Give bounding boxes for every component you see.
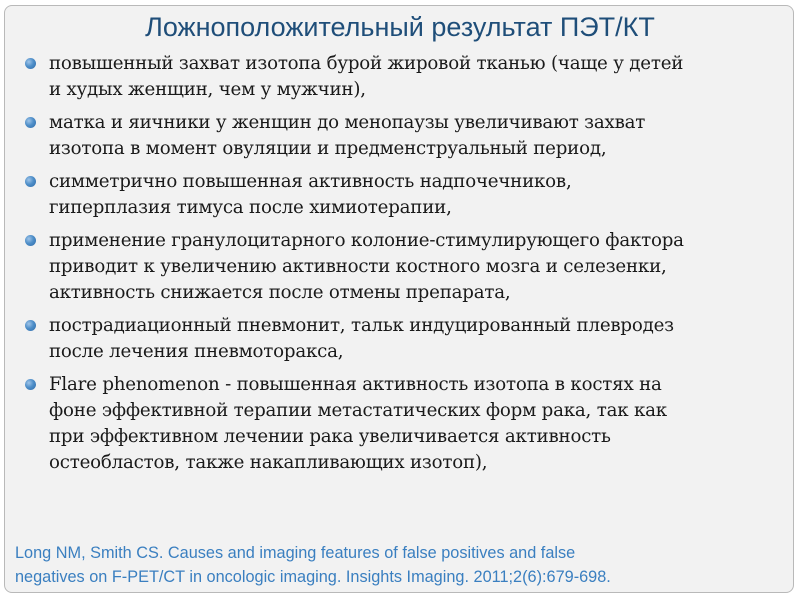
bullet-line: повышенный захват изотопа бурой жировой тканью (чаще у детей <box>49 53 684 74</box>
bullet-icon <box>25 379 36 390</box>
bullet-line: гиперплазия тимуса после химиотерапии, <box>49 197 452 218</box>
slide-title: Ложноположительный результат ПЭТ/КТ <box>145 12 655 42</box>
list-item <box>19 110 789 162</box>
bullet-line: пострадиационный пневмонит, тальк индуцированный плевродез <box>49 315 674 336</box>
citation-line: negatives on F-PET/CT in oncologic imaging. Insights Imaging. 2011;2(6):679-698. <box>15 568 611 586</box>
list-item <box>19 372 789 476</box>
bullet-line: Flare phenomenon - повышенная активность изотопа в костях на <box>49 374 662 395</box>
bullet-icon <box>25 320 36 331</box>
slide-frame <box>4 5 794 593</box>
bullet-icon <box>25 117 36 128</box>
list-item <box>19 313 789 365</box>
bullet-line: и худых женщин, чем у мужчин), <box>49 79 366 100</box>
list-item <box>19 228 789 306</box>
bullet-line: при эффективном лечении рака увеличивается активность <box>49 426 611 447</box>
bullet-list <box>19 51 789 483</box>
citation <box>15 541 790 589</box>
bullet-line: после лечения пневмоторакса, <box>49 341 344 362</box>
bullet-line: фоне эффективной терапии метастатических форм рака, так как <box>49 400 667 421</box>
bullet-icon <box>25 176 36 187</box>
bullet-line: матка и яичники у женщин до менопаузы увеличивают захват <box>49 112 646 133</box>
list-item <box>19 51 789 103</box>
citation-line: Long NM, Smith CS. Causes and imaging features of false positives and false <box>15 544 576 562</box>
bullet-icon <box>25 58 36 69</box>
bullet-line: изотопа в момент овуляции и предменструальный период, <box>49 138 607 159</box>
bullet-line: применение гранулоцитарного колоние-стимулирующего фактора <box>49 230 684 251</box>
bullet-line: остеобластов, также накапливающих изотоп), <box>49 452 488 473</box>
bullet-line: симметрично повышенная активность надпочечников, <box>49 171 572 192</box>
bullet-icon <box>25 235 36 246</box>
list-item <box>19 169 789 221</box>
bullet-line: приводит к увеличению активности костного мозга и селезенки, <box>49 256 667 277</box>
bullet-line: активность снижается после отмены препарата, <box>49 282 511 303</box>
